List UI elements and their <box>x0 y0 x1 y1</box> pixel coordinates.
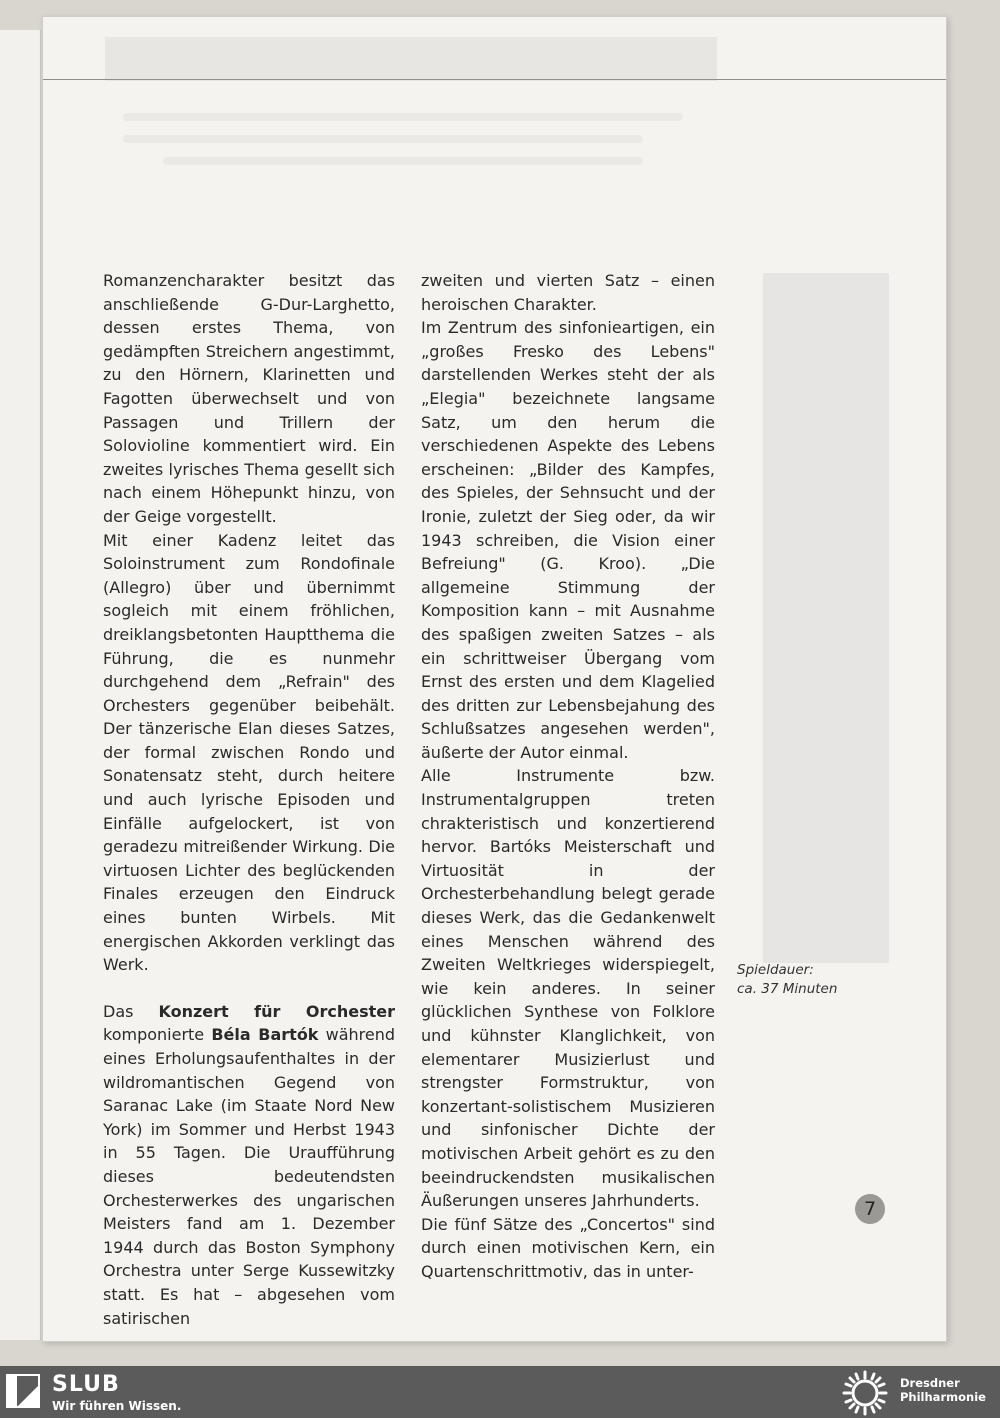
sunburst-logo-icon <box>842 1370 888 1416</box>
duration-note <box>737 961 857 999</box>
page-number: 7 <box>855 1194 885 1224</box>
partner-name-line: Dresdner <box>900 1376 960 1390</box>
slub-name: SLUB <box>52 1372 120 1397</box>
text-column-left <box>103 269 395 1330</box>
duration-value: ca. 37 Minuten <box>737 981 838 997</box>
work-title: Konzert für Orchester <box>158 1001 396 1021</box>
document-page <box>42 16 947 1342</box>
facing-page-edge <box>0 30 41 1340</box>
partner-name-line: Philharmonie <box>900 1390 986 1404</box>
paragraph: Alle Instrumente bzw. Instrumentalgruppen treten chrakteristisch und konzertierend hervor. Bartóks Meisterschaft und Virtuosität in der Orchesterbehandlung belegt gerade dieses Werk, das die Gedankenwelt eines Menschen während des Zweiten Weltkrieges widerspiegelt, wie kein anderes. In seiner glücklichen Synthese von Folklore und kühnster Klanglichkeit, von elementarer Musizierlust und strengster Formstruktur, von konzertant-solistischem Musizieren und sinfonischer Dichte der motivischen Arbeit gehört es zu den beeindruckendsten musikalischen Äußerungen unseres Jahrhunderts. <box>421 766 715 1211</box>
bleed-through-line <box>163 157 643 165</box>
paragraph-bartok-intro <box>103 1000 395 1330</box>
slub-tagline: Wir führen Wissen. <box>52 1399 182 1413</box>
duration-label: Spieldauer: <box>737 962 814 978</box>
text-run: während eines Erholungsaufenthaltes in der wildromantischen Gegend von Saranac Lake (im Staate Nord New York) im Sommer und Herbst 1943 in 55 Tagen. Die Uraufführung dieses bedeutendsten Orchesterwerkes des ungarischen Meisters fand am 1. Dezember 1944 durch das Boston Symphony Orchestra unter Serge Kussewitzky statt. Es hat – abgesehen vom satirischen <box>103 1025 396 1328</box>
header-rule <box>43 79 946 80</box>
paragraph: Mit einer Kadenz leitet das Soloinstrument zum Rondofinale (Allegro) über und übernimmt sogleich mit einem fröhlichen, dreiklangsbetonten Hauptthema die Führung, die es nunmehr durchgehend dem „Refrain" des Orchesters gegenüber beibehält. Der tänzerische Elan dieses Satzes, der formal zwischen Rondo und Sonatensatz steht, durch heitere und auch lyrische Episoden und Einfälle aufgelockert, ist von geradezu mitreißender Wirkung. Die virtuosen Lichter des beglückenden Finales erzeugen den Eindruck eines bunten Wirbels. Mit energischen Akkorden verklingt das Werk. <box>103 530 395 975</box>
partner-name <box>900 1376 996 1404</box>
bleed-through-line <box>123 113 683 121</box>
paragraph: Die fünf Sätze des „Concertos" sind durch einen motivischen Kern, ein Quartenschrittmotiv, das in unter- <box>421 1214 715 1281</box>
paragraph: Romanzencharakter besitzt das anschließende G-Dur-Larghetto, dessen erstes Thema, von gedämpften Streichern angestimmt, zu den Hörnern, Klarinetten und Fagotten überwechselt und von Passagen und Trillern der Solovioline kommentiert wird. Ein zweites lyrisches Thema gesellt sich nach einem Höhepunkt hinzu, von der Geige vorgestellt. <box>103 271 395 526</box>
paragraph: zweiten und vierten Satz – einen heroischen Charakter. <box>421 271 715 314</box>
text-column-right <box>421 269 715 1284</box>
bleed-through-header <box>105 37 717 81</box>
bleed-through-line <box>123 135 643 143</box>
sidebar-shading <box>763 273 889 963</box>
composer-name: Béla Bartók <box>211 1025 319 1045</box>
text-run: Das <box>103 1001 159 1021</box>
slub-logo-icon <box>6 1374 40 1408</box>
viewer-footer <box>0 1366 1000 1418</box>
text-run: komponierte <box>103 1025 212 1045</box>
paragraph: Im Zentrum des sinfonieartigen, ein „großes Fresko des Lebens" darstellenden Werkes steht der als „Elegia" bezeichnete langsame Satz, um den herum die verschiedenen Aspekte des Lebens erscheinen: „Bilder des Kampfes, des Spieles, der Sehnsucht und der Ironie, zuletzt der Sieg oder, da wir 1943 schreiben, die Vision einer Befreiung" (G. Kroo). „Die allgemeine Stimmung der Komposition kann – mit Ausnahme des spaßigen zweiten Satzes – als ein schrittweiser Übergang vom Ernst des ersten und dem Klagelied des dritten zur Lebensbejahung des Schlußsatzes angesehen werden", äußerte der Autor einmal. <box>421 318 715 762</box>
